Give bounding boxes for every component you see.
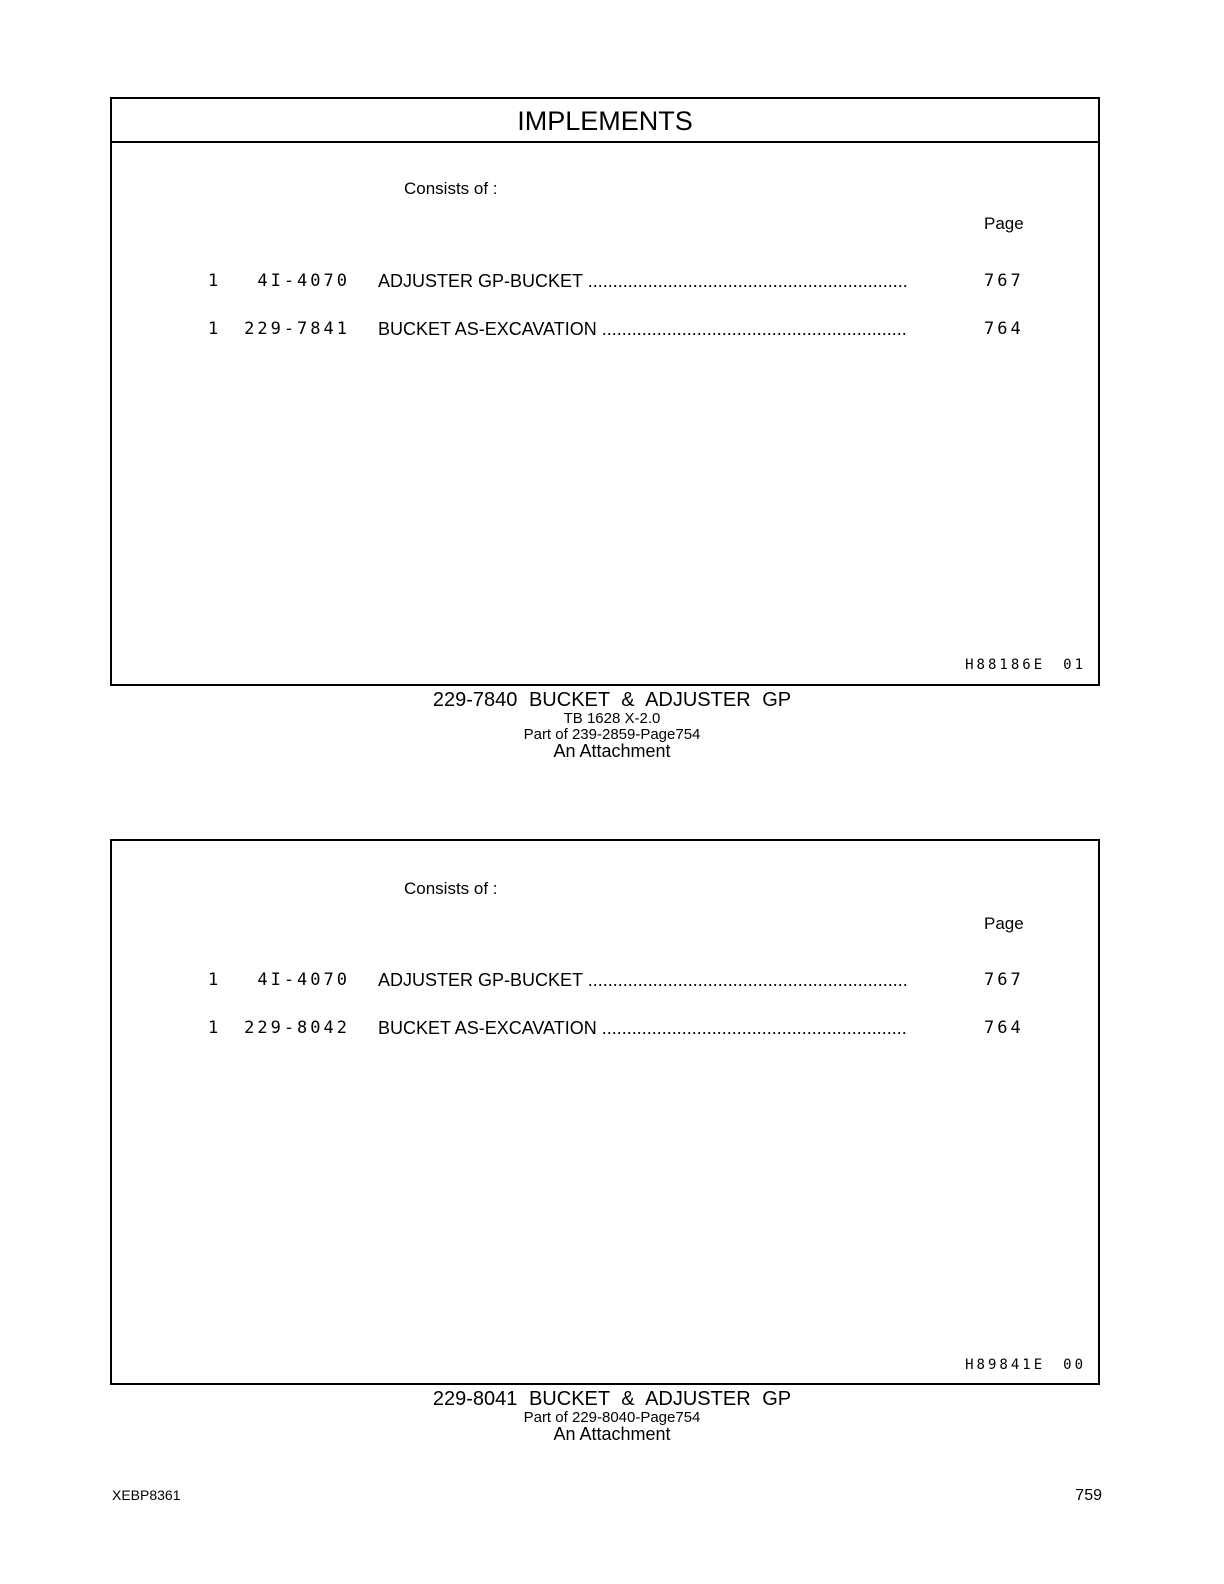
page-column-header: Page [984, 214, 1024, 233]
part-quantity: 1 [208, 271, 219, 291]
part-quantity: 1 [208, 319, 219, 339]
part-row [112, 970, 1098, 996]
illustration-id: H89841E [965, 1357, 1046, 1373]
illustration-code [965, 657, 1086, 673]
consists-of-label: Consists of : [404, 179, 498, 198]
document-number: XEBP8361 [112, 1487, 181, 1503]
caption-line: TB 1628 X-2.0 [563, 710, 661, 727]
caption-attachment: An Attachment [553, 1424, 671, 1444]
part-page: 767 [984, 271, 1024, 291]
implements-panel [110, 97, 1100, 686]
page-number: 759 [1075, 1487, 1102, 1504]
group-title: 229-8041 BUCKET & ADJUSTER GP [432, 1388, 792, 1410]
page-column-header: Page [984, 914, 1024, 933]
part-row [112, 319, 1098, 345]
group-title: 229-7840 BUCKET & ADJUSTER GP [432, 689, 792, 711]
consists-of-label: Consists of : [404, 879, 498, 898]
caption-line: Part of 239-2859-Page754 [523, 726, 701, 743]
section-title: IMPLEMENTS [112, 99, 1098, 143]
illustration-revision: 00 [1063, 1357, 1086, 1373]
part-description: BUCKET AS-EXCAVATION ..... [378, 319, 908, 340]
bucket-adjuster-panel [110, 839, 1100, 1385]
part-row [112, 1018, 1098, 1044]
group-caption [0, 689, 1224, 760]
part-page: 764 [984, 1018, 1024, 1038]
part-description: ADJUSTER GP-BUCKET ..... [378, 970, 908, 991]
caption-line: Part of 229-8040-Page754 [523, 1409, 701, 1426]
part-quantity: 1 [208, 970, 219, 990]
part-number: 4I-4070 [257, 271, 350, 291]
part-number: 229-8042 [244, 1018, 350, 1038]
group-caption [0, 1388, 1224, 1443]
part-page: 767 [984, 970, 1024, 990]
illustration-code [965, 1357, 1086, 1373]
part-number: 4I-4070 [257, 970, 350, 990]
part-description: ADJUSTER GP-BUCKET ..... [378, 271, 908, 292]
caption-attachment: An Attachment [553, 741, 671, 761]
part-number: 229-7841 [244, 319, 350, 339]
part-row [112, 271, 1098, 297]
illustration-id: H88186E [965, 657, 1046, 673]
part-page: 764 [984, 319, 1024, 339]
illustration-revision: 01 [1063, 657, 1086, 673]
part-quantity: 1 [208, 1018, 219, 1038]
part-description: BUCKET AS-EXCAVATION ..... [378, 1018, 908, 1039]
